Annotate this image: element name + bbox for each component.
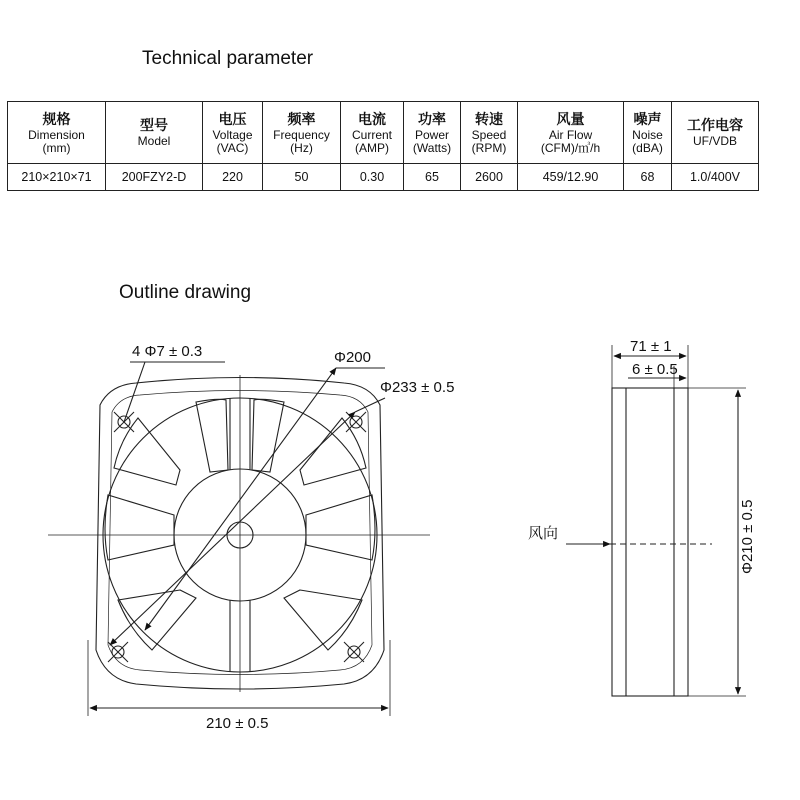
header-en: Power [414,127,449,142]
header-unit: (CFM)/㎥/h [540,140,601,155]
cell-airflow: 459/12.90 [518,164,624,191]
fan-blade [284,590,362,650]
header-en: Noise [632,127,663,142]
airflow-label: 风向 [528,524,559,542]
header-unit: (Watts) [412,140,452,155]
height-label: Φ210 ± 0.5 [739,499,756,574]
d233-label: Φ233 ± 0.5 [380,379,455,396]
header-en: Dimension [28,127,85,142]
holes-label: 4 Φ7 ± 0.3 [132,343,203,360]
width-label: 210 ± 0.5 [206,715,269,732]
header-unit: (Hz) [290,140,313,155]
header-zh: 功率 [418,111,446,128]
header-zh: 风量 [556,111,585,128]
header-zh: 工作电容 [687,118,743,134]
header-en: Air Flow [548,127,593,142]
fan-blade [306,495,375,560]
cell-current: 0.30 [341,164,404,191]
dim-line-d233 [110,412,355,645]
header-unit: (dBA) [632,140,663,155]
technical-parameter-title: Technical parameter [142,48,314,69]
fan-side-body [612,388,688,696]
header-en: Speed [471,127,507,142]
front-view [48,362,430,716]
mounting-hole [346,412,366,432]
fan-blade [196,399,228,472]
header-unit: (AMP) [355,140,389,155]
cell-voltage: 220 [203,164,263,191]
header-en: Voltage [212,127,253,142]
depth-label: 71 ± 1 [630,338,672,355]
header-zh: 电压 [218,111,247,128]
side-view [566,345,746,696]
header-unit: (RPM) [471,140,507,155]
header-zh: 噪声 [633,111,662,128]
header-unit: (VAC) [216,140,249,155]
flange-label: 6 ± 0.5 [632,361,678,378]
mounting-hole [344,642,364,662]
outline-drawing-title: Outline drawing [119,282,252,303]
fan-blade [118,590,196,650]
header-zh: 频率 [287,111,316,128]
d200-label: Φ200 [334,349,371,366]
leader-line-holes [124,362,145,422]
cell-dimension: 210×210×71 [8,164,106,191]
cell-model: 200FZY2-D [106,164,203,191]
header-en: Model [137,134,171,148]
header-en: UF/VDB [692,134,737,148]
cell-speed: 2600 [461,164,518,191]
header-en: Current [351,127,392,142]
header-zh: 型号 [140,118,168,134]
cell-frequency: 50 [263,164,341,191]
header-en: Frequency [273,127,330,142]
header-unit: (mm) [42,140,71,155]
header-zh: 电流 [358,111,386,128]
header-zh: 转速 [475,111,503,128]
cell-capacitor: 1.0/400V [672,164,759,191]
cell-noise: 68 [624,164,672,191]
cell-power: 65 [404,164,461,191]
header-zh: 规格 [42,111,71,128]
fan-blade [105,495,174,560]
